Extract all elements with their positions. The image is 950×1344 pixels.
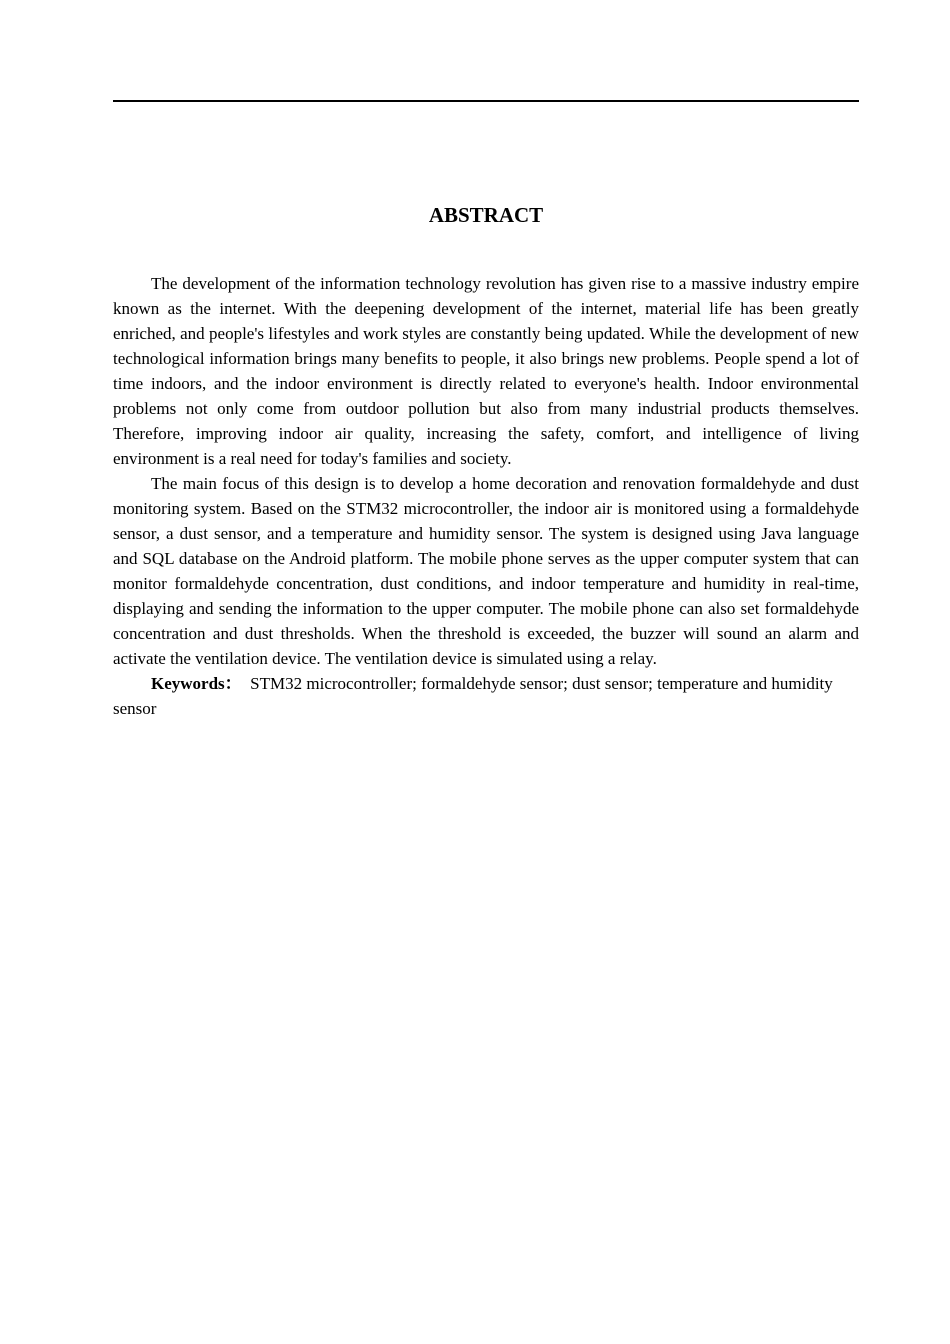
- abstract-paragraph-1: The development of the information technology revolution has given rise to a massive industry empire known as the internet. With the deepening development of the internet, material life has been greatly enriched, and people's lifestyles and work styles are constantly being updated. While the development of new technological information brings many benefits to people, it also brings new problems. People spend a lot of time indoors, and the indoor environment is directly related to everyone's health. Indoor environmental problems not only come from outdoor pollution but also from many industrial products themselves. Therefore, improving indoor air quality, increasing the safety, comfort, and intelligence of living environment is a real need for today's families and society.: [113, 274, 859, 468]
- abstract-title: ABSTRACT: [428, 203, 544, 227]
- keywords-line: [113, 671, 859, 721]
- keywords-text: STM32 microcontroller; formaldehyde sensor; dust sensor; temperature and humidity sensor: [113, 674, 833, 718]
- abstract-paragraph-2: The main focus of this design is to develop a home decoration and renovation formaldehyde and dust monitoring system. Based on the STM32 microcontroller, the indoor air is monitored using a formaldehyde sensor, a dust sensor, and a temperature and humidity sensor. The system is designed using Java language and SQL database on the Android platform. The mobile phone serves as the upper computer system that can monitor formaldehyde concentration, dust conditions, and indoor temperature and humidity in real-time, displaying and sending the information to the upper computer. The mobile phone can also set formaldehyde concentration and dust thresholds. When the threshold is exceeded, the buzzer will sound an alarm and activate the ventilation device. The ventilation device is simulated using a relay.: [113, 474, 859, 668]
- keywords-label: Keywords：: [151, 674, 242, 693]
- header-rule: [113, 100, 859, 102]
- abstract-body: [113, 271, 859, 721]
